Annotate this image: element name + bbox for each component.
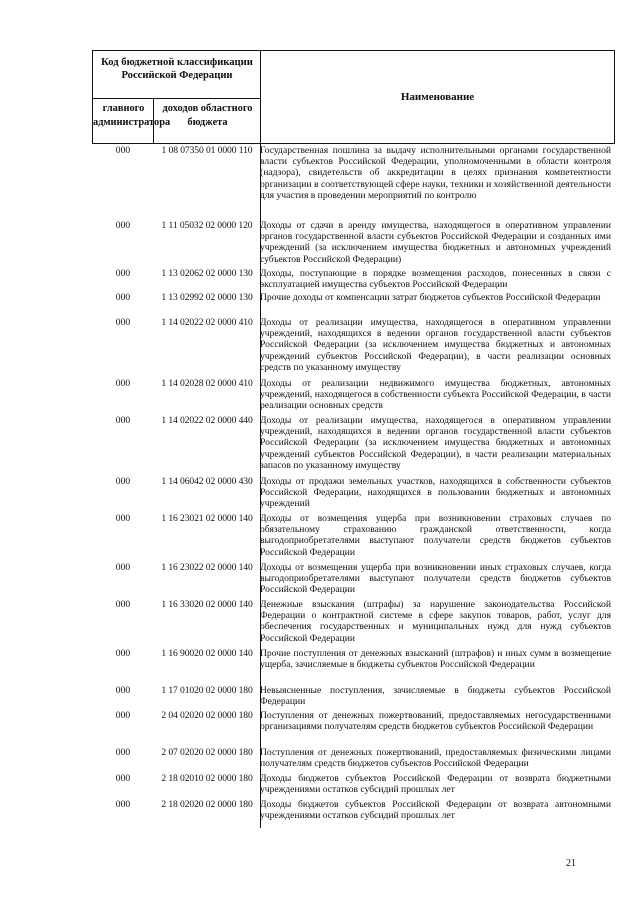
admin-code: 000	[115, 513, 131, 524]
revenue-code: 1 14 02022 02 0000 440	[161, 415, 253, 426]
header-regional-revenue	[153, 98, 261, 144]
admin-code: 000	[115, 799, 131, 810]
revenue-name: Поступления от денежных пожертвований, предоставляемых физическими лицами получателям средств бюджетов субъектов Российской Федерации	[260, 747, 611, 770]
revenue-name: Доходы бюджетов субъектов Российской Федерации от возврата бюджетными учреждениями остатков субсидий прошлых лет	[260, 773, 611, 796]
revenue-name: Доходы от реализации имущества, находящегося в оперативном управлении учреждений, находящихся в ведении органов государственной власти субъектов Российской Федерации (за исключением имущества бюджетных и автономных учреждений субъектов Российской Федерации), в части реализации материальных запасов по указанному имуществу	[260, 415, 611, 471]
page-number: 21	[566, 858, 576, 869]
revenue-code: 1 14 02022 02 0000 410	[161, 317, 253, 328]
header-name	[260, 50, 615, 144]
admin-code: 000	[115, 145, 131, 156]
admin-code: 000	[115, 378, 131, 389]
revenue-code: 1 11 05032 02 0000 120	[161, 220, 253, 231]
revenue-name: Доходы, поступающие в порядке возмещения расходов, понесенных в связи с эксплуатацией имущества субъектов Российской Федерации	[260, 268, 611, 291]
revenue-name: Невыясненные поступления, зачисляемые в бюджеты субъектов Российской Федерации	[260, 685, 611, 708]
revenue-name: Доходы от сдачи в аренду имущества, находящегося в оперативном управлении органов государственной власти субъектов Российской Федерации и созданных ими учреждений (за исключением имущества бюджетных и автономных учреждений субъектов Российской Федерации)	[260, 220, 611, 265]
revenue-code: 2 07 02020 02 0000 180	[161, 747, 253, 758]
header-chief-administrator	[92, 98, 171, 144]
admin-code: 000	[115, 317, 131, 328]
admin-code: 000	[115, 685, 131, 696]
revenue-name: Государственная пошлина за выдачу исполнительными органами государственной власти субъектов Российской Федерации, уполномоченными в области контроля (надзора), свидетельств об аккредитации в целях признания компетентности организации в соответствующей сфере науки, техники и хозяйственной деятельности для участия в проведении мероприятий по контролю	[260, 145, 611, 201]
revenue-code: 1 08 07350 01 0000 110	[161, 145, 253, 156]
table-header	[92, 50, 615, 144]
revenue-code: 1 16 23021 02 0000 140	[161, 513, 253, 524]
revenue-name: Доходы от возмещения ущерба при возникновении иных страховых случаев, когда выгодоприобретателями выступают получатели средств бюджетов субъектов Российской Федерации	[260, 562, 611, 596]
admin-code: 000	[115, 415, 131, 426]
revenue-code: 2 18 02020 02 0000 180	[161, 799, 253, 810]
revenue-code: 1 16 33020 02 0000 140	[161, 599, 253, 610]
revenue-name: Доходы от продажи земельных участков, находящихся в собственности субъектов Российской Федерации, находящихся в пользовании бюджетных и автономных учреждений	[260, 476, 611, 510]
admin-code: 000	[115, 773, 131, 784]
admin-code: 000	[115, 747, 131, 758]
header-budget-code	[92, 50, 261, 99]
admin-code: 000	[115, 476, 131, 487]
header-name-text: Наименование	[400, 91, 475, 103]
admin-code: 000	[115, 220, 131, 231]
admin-code: 000	[115, 648, 131, 659]
revenue-code: 2 04 02020 02 0000 180	[161, 710, 253, 721]
revenue-code: 1 13 02992 02 0000 130	[161, 292, 253, 303]
revenue-code: 1 17 01020 02 0000 180	[161, 685, 253, 696]
revenue-name: Доходы от реализации имущества, находящегося в оперативном управлении учреждений, находящихся в ведении органов государственной власти субъектов Российской Федерации (за исключением имущества бюджетных и автономных учреждений субъектов Российской Федерации), в части реализации основных средств по указанному имуществу	[260, 317, 611, 373]
header-budget-code-text: Код бюджетной классификации Российской Федерации	[101, 57, 253, 81]
revenue-code: 1 16 23022 02 0000 140	[161, 562, 253, 573]
admin-code: 000	[115, 562, 131, 573]
revenue-name: Поступления от денежных пожертвований, предоставляемых негосударственными организациями получателям средств бюджетов субъектов Российской Федерации	[260, 710, 611, 733]
admin-code: 000	[115, 268, 131, 279]
revenue-code: 1 14 06042 02 0000 430	[161, 476, 253, 487]
revenue-code: 1 14 02028 02 0000 410	[161, 378, 253, 389]
revenue-name: Прочие доходы от компенсации затрат бюджетов субъектов Российской Федерации	[260, 292, 601, 303]
revenue-name: Доходы от реализации недвижимого имущества бюджетных, автономных учреждений, находящегося в собственности субъекта Российской Федерации, в части реализации основных средств	[260, 378, 611, 412]
revenue-name: Доходы от возмещения ущерба при возникновении страховых случаев по обязательному страхованию гражданской ответственности, когда выгодоприобретателями выступают получатели средств бюджетов субъектов Российской Федерации	[260, 513, 611, 558]
admin-code: 000	[115, 599, 131, 610]
revenue-code: 2 18 02010 02 0000 180	[161, 773, 253, 784]
header-chief-administrator-text: главного администратора	[93, 103, 171, 128]
revenue-code: 1 16 90020 02 0000 140	[161, 648, 253, 659]
revenue-name: Прочие поступления от денежных взысканий (штрафов) и иных сумм в возмещение ущерба, зачисляемые в бюджеты субъектов Российской Федерации	[260, 648, 611, 671]
revenue-name: Денежные взыскания (штрафы) за нарушение законодательства Российской Федерации о контрактной системе в сфере закупок товаров, работ, услуг для обеспечения государственных и муниципальных нужд для нужд субъектов Российской Федерации	[260, 599, 611, 644]
header-regional-revenue-text: доходов областного бюджета	[162, 103, 253, 128]
admin-code: 000	[115, 710, 131, 721]
revenue-code: 1 13 02062 02 0000 130	[161, 268, 253, 279]
revenue-name: Доходы бюджетов субъектов Российской Федерации от возврата автономными учреждениями остатков субсидий прошлых лет	[260, 799, 611, 822]
admin-code: 000	[115, 292, 131, 303]
